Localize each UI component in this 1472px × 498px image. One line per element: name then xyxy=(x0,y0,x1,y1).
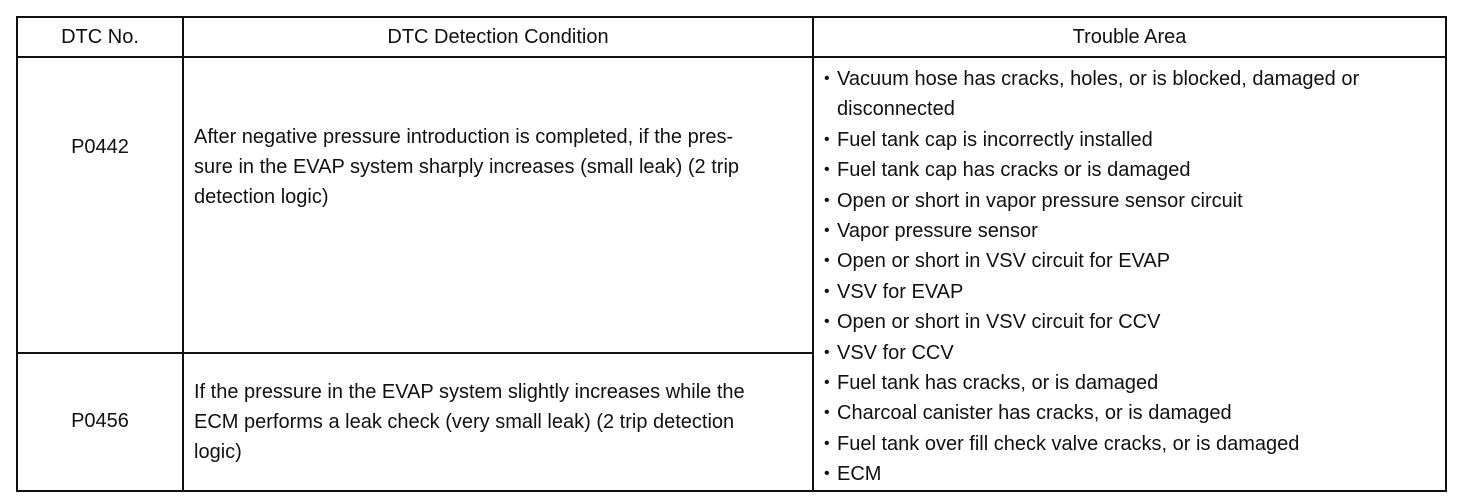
bullet-icon: • xyxy=(824,313,830,331)
header-row xyxy=(17,17,1446,57)
trouble-area-text: ECM xyxy=(837,463,882,486)
dtc-code-cell: P0456 xyxy=(17,353,183,491)
bullet-icon: • xyxy=(824,434,830,452)
bullet-icon: • xyxy=(824,161,830,179)
trouble-area-list xyxy=(824,64,1437,490)
trouble-area-text: Fuel tank cap is incorrectly installed xyxy=(837,128,1153,151)
trouble-area-item xyxy=(824,459,1437,489)
header-detection-condition: DTC Detection Condition xyxy=(183,17,813,57)
bullet-icon: • xyxy=(824,282,830,300)
condition-line: sure in the EVAP system sharply increases (small leak) (2 trip xyxy=(194,156,740,178)
detection-condition-cell xyxy=(183,57,813,353)
trouble-area-item xyxy=(824,64,1437,125)
bullet-icon: • xyxy=(824,191,830,209)
trouble-area-item xyxy=(824,277,1437,307)
trouble-area-text: VSV for CCV xyxy=(837,341,954,364)
detection-condition-cell xyxy=(183,353,813,491)
trouble-area-item xyxy=(824,338,1437,368)
bullet-icon: • xyxy=(824,70,830,87)
bullet-icon: • xyxy=(824,404,830,422)
trouble-area-text: Open or short in vapor pressure sensor circuit xyxy=(837,189,1243,212)
bullet-icon: • xyxy=(824,222,830,240)
condition-line: logic) xyxy=(194,440,242,463)
trouble-area-item xyxy=(824,368,1437,398)
trouble-area-item xyxy=(824,398,1437,428)
trouble-area-text: Vapor pressure sensor xyxy=(837,220,1038,243)
condition-line: After negative pressure introduction is completed, if the pres- xyxy=(194,126,734,148)
trouble-area-text: Fuel tank has cracks, or is damaged xyxy=(837,372,1159,395)
bullet-icon: • xyxy=(824,465,830,483)
trouble-area-text: Charcoal canister has cracks, or is damaged xyxy=(837,402,1232,425)
trouble-area-cell xyxy=(813,57,1446,491)
trouble-area-text: Fuel tank over fill check valve cracks, or is damaged xyxy=(837,432,1300,455)
header-dtc-no: DTC No. xyxy=(17,17,183,57)
trouble-area-text: Open or short in VSV circuit for CCV xyxy=(837,311,1161,334)
trouble-area-item xyxy=(824,216,1437,246)
condition-line: ECM performs a leak check (very small leak) (2 trip detection xyxy=(194,410,735,433)
trouble-area-item xyxy=(824,429,1437,459)
condition-line: detection logic) xyxy=(194,186,329,208)
table-row xyxy=(17,57,1446,353)
dtc-code-cell: P0442 xyxy=(17,57,183,353)
condition-line: If the pressure in the EVAP system slightly increases while the xyxy=(194,380,745,403)
bullet-icon: • xyxy=(824,130,830,148)
header-trouble-area: Trouble Area xyxy=(813,17,1446,57)
trouble-area-text: Fuel tank cap has cracks or is damaged xyxy=(837,159,1191,182)
trouble-area-item xyxy=(824,155,1437,185)
bullet-icon: • xyxy=(824,374,830,392)
trouble-area-item xyxy=(824,246,1437,276)
bullet-icon: • xyxy=(824,343,830,361)
trouble-area-text: VSV for EVAP xyxy=(837,280,964,303)
trouble-area-text: Open or short in VSV circuit for EVAP xyxy=(837,250,1171,273)
dtc-table xyxy=(16,16,1447,492)
bullet-icon: • xyxy=(824,252,830,270)
trouble-area-item xyxy=(824,125,1437,155)
trouble-area-item xyxy=(824,186,1437,216)
trouble-area-text: Vacuum hose has cracks, holes, or is blocked, damaged or disconnected xyxy=(837,68,1360,121)
trouble-area-item xyxy=(824,307,1437,337)
